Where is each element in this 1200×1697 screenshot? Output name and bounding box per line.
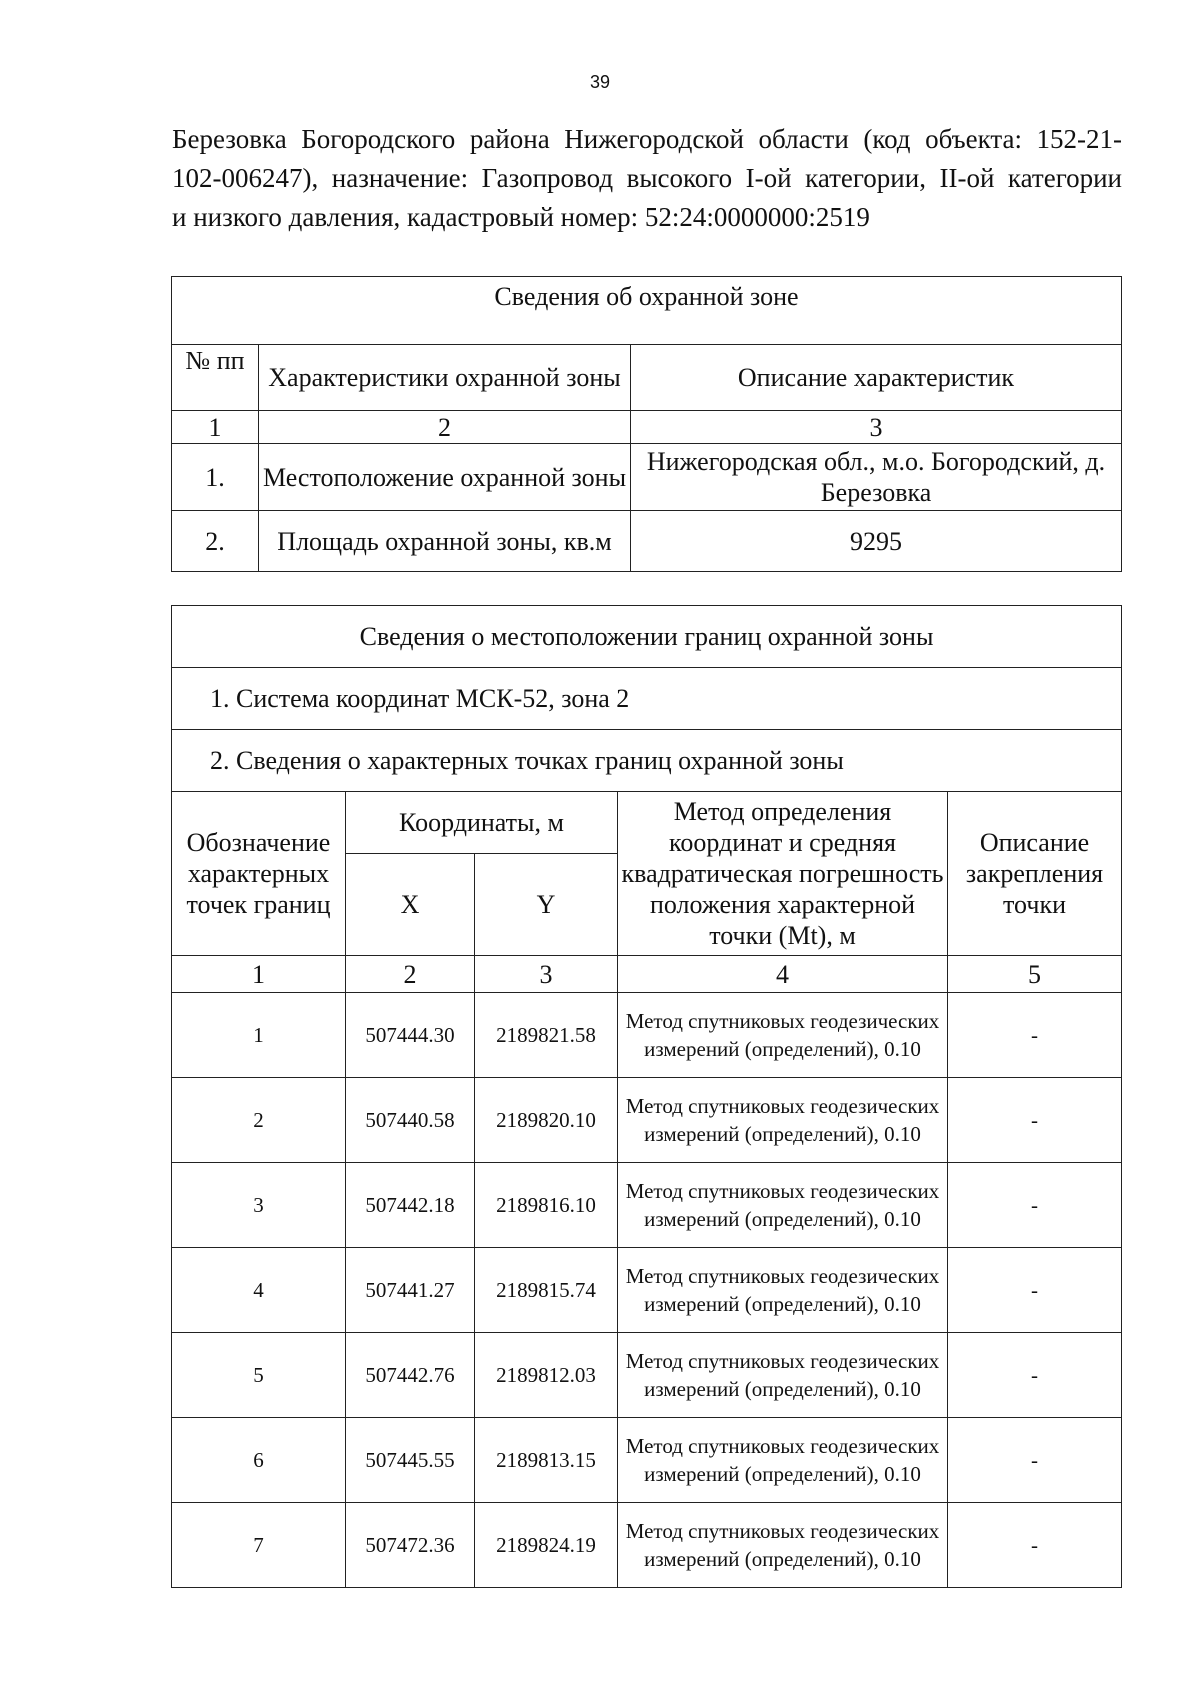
method-description: Метод спутниковых геодезических измерений (определений), 0.10 (618, 1333, 948, 1418)
zone-row-value: 9295 (631, 511, 1122, 572)
header-fixation: Описание закрепления точки (948, 792, 1122, 956)
coord-y: 2189816.10 (475, 1163, 618, 1248)
point-designation: 6 (172, 1418, 346, 1503)
header-x: X (346, 854, 475, 956)
method-description: Метод спутниковых геодезических измерений (определений), 0.10 (618, 1163, 948, 1248)
fixation-description: - (948, 1248, 1122, 1333)
table-row (172, 1418, 1122, 1503)
coordinate-system: 1. Система координат МСК-52, зона 2 (172, 668, 1122, 730)
bounds-numbering-cell: 5 (948, 956, 1122, 993)
intro-line: и низкого давления, кадастровый номер: 52:24:0000000:2519 (172, 202, 870, 232)
fixation-description: - (948, 1418, 1122, 1503)
zone-header-num: № пп (172, 345, 259, 411)
coord-y: 2189820.10 (475, 1078, 618, 1163)
header-method: Метод определения координат и средняя квадратическая погрешность положения характерной точки (Mt), м (618, 792, 948, 956)
table-row (172, 1163, 1122, 1248)
point-designation: 7 (172, 1503, 346, 1588)
zone-header-description: Описание характеристик (631, 345, 1122, 411)
bounds-numbering-cell: 2 (346, 956, 475, 993)
coord-x: 507440.58 (346, 1078, 475, 1163)
table-row (172, 444, 1122, 511)
coord-x: 507472.36 (346, 1503, 475, 1588)
protection-zone-table (171, 276, 1122, 572)
method-description: Метод спутниковых геодезических измерений (определений), 0.10 (618, 1248, 948, 1333)
zone-numbering-cell: 1 (172, 411, 259, 444)
table-row (172, 511, 1122, 572)
zone-numbering-cell: 3 (631, 411, 1122, 444)
zone-numbering-cell: 2 (259, 411, 631, 444)
zone-header-characteristics: Характеристики охранной зоны (259, 345, 631, 411)
coord-y: 2189821.58 (475, 993, 618, 1078)
zone-row-value: Нижегородская обл., м.о. Богородский, д. Березовка (631, 444, 1122, 511)
intro-line: 102-006247), назначение: Газопровод высокого I-ой категории, II-ой категории (172, 163, 1122, 193)
coord-y: 2189813.15 (475, 1418, 618, 1503)
points-section-title: 2. Сведения о характерных точках границ охранной зоны (172, 730, 1122, 792)
point-designation: 2 (172, 1078, 346, 1163)
coord-x: 507444.30 (346, 993, 475, 1078)
coord-y: 2189824.19 (475, 1503, 618, 1588)
method-description: Метод спутниковых геодезических измерений (определений), 0.10 (618, 1078, 948, 1163)
coord-y: 2189815.74 (475, 1248, 618, 1333)
zone-row-num: 2. (172, 511, 259, 572)
fixation-description: - (948, 993, 1122, 1078)
method-description: Метод спутниковых геодезических измерений (определений), 0.10 (618, 1418, 948, 1503)
bounds-numbering-cell: 3 (475, 956, 618, 993)
point-designation: 3 (172, 1163, 346, 1248)
table-row (172, 1078, 1122, 1163)
coord-x: 507445.55 (346, 1418, 475, 1503)
coord-x: 507442.76 (346, 1333, 475, 1418)
table-row (172, 1333, 1122, 1418)
zone-table-title: Сведения об охранной зоне (172, 277, 1122, 345)
fixation-description: - (948, 1163, 1122, 1248)
coord-x: 507442.18 (346, 1163, 475, 1248)
bounds-numbering-cell: 4 (618, 956, 948, 993)
method-description: Метод спутниковых геодезических измерений (определений), 0.10 (618, 1503, 948, 1588)
table-row (172, 1503, 1122, 1588)
page-number: 39 (589, 72, 611, 92)
method-description: Метод спутниковых геодезических измерений (определений), 0.10 (618, 993, 948, 1078)
fixation-description: - (948, 1333, 1122, 1418)
zone-row-name: Местоположение охранной зоны (259, 444, 631, 511)
point-designation: 1 (172, 993, 346, 1078)
coord-y: 2189812.03 (475, 1333, 618, 1418)
bounds-table-title: Сведения о местоположении границ охранной зоны (172, 606, 1122, 668)
intro-line: Березовка Богородского района Нижегородской области (код объекта: 152-21- (172, 124, 1122, 154)
table-row (172, 993, 1122, 1078)
coord-x: 507441.27 (346, 1248, 475, 1333)
zone-row-num: 1. (172, 444, 259, 511)
fixation-description: - (948, 1503, 1122, 1588)
intro-paragraph (172, 120, 1122, 237)
header-point-designation: Обозначение характерных точек границ (172, 792, 346, 956)
header-y: Y (475, 854, 618, 956)
fixation-description: - (948, 1078, 1122, 1163)
point-designation: 5 (172, 1333, 346, 1418)
boundary-location-table (171, 605, 1122, 1588)
table-row (172, 1248, 1122, 1333)
zone-row-name: Площадь охранной зоны, кв.м (259, 511, 631, 572)
bounds-numbering-cell: 1 (172, 956, 346, 993)
header-coordinates: Координаты, м (346, 792, 618, 854)
point-designation: 4 (172, 1248, 346, 1333)
